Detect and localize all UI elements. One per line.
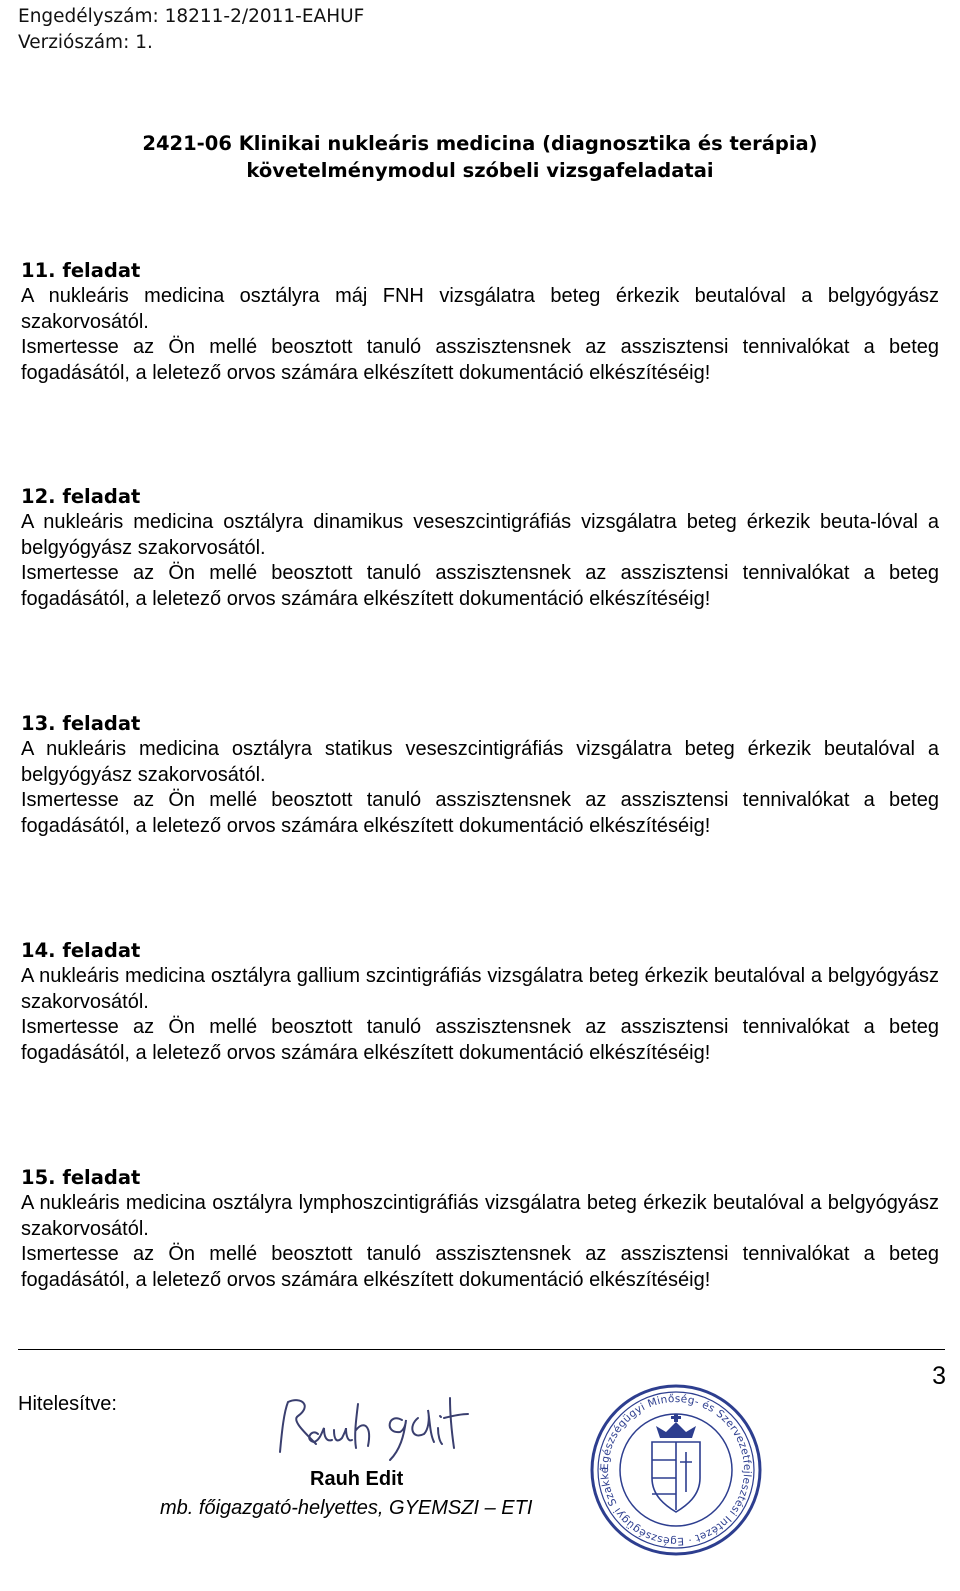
task-heading: 11. feladat bbox=[21, 259, 141, 282]
task-instruction: Ismertesse az Ön mellé beosztott tanuló asszisztensnek az asszisztensi tennivalókat a beteg fogadásától, a leletező orvos számára elkészített dokumentáció elkészítéséig! bbox=[21, 1016, 939, 1065]
task-heading: 12. feladat bbox=[21, 485, 141, 508]
task-instruction: Ismertesse az Ön mellé beosztott tanuló asszisztensnek az asszisztensi tennivalókat a beteg fogadásától, a leletező orvos számára elkészített dokumentáció elkészítéséig! bbox=[21, 336, 939, 385]
task-heading: 13. feladat bbox=[21, 712, 141, 735]
task-heading: 15. feladat bbox=[21, 1166, 141, 1189]
title-line-1: 2421-06 Klinikai nukleáris medicina (diagnosztika és terápia) bbox=[142, 132, 818, 155]
task-13 bbox=[21, 711, 939, 840]
signature-drawing bbox=[268, 1390, 478, 1470]
stamp-seal-icon bbox=[586, 1380, 766, 1560]
document-title bbox=[0, 130, 960, 184]
task-instruction: Ismertesse az Ön mellé beosztott tanuló asszisztensnek az asszisztensi tennivalókat a beteg fogadásától, a leletező orvos számára elkészített dokumentáció elkészítéséig! bbox=[21, 1243, 939, 1292]
task-instruction: Ismertesse az Ön mellé beosztott tanuló asszisztensnek az asszisztensi tennivalókat a beteg fogadásától, a leletező orvos számára elkészített dokumentáció elkészítéséig! bbox=[21, 562, 939, 611]
task-11 bbox=[21, 258, 939, 387]
task-14 bbox=[21, 938, 939, 1067]
task-heading: 14. feladat bbox=[21, 939, 141, 962]
task-description: A nukleáris medicina osztályra statikus veseszcintigráfiás vizsgálatra beteg érkezik beutalóval a belgyógyász szakorvosától. bbox=[21, 737, 939, 786]
document-header bbox=[18, 4, 364, 56]
page-number: 3 bbox=[932, 1362, 946, 1390]
signer-role: mb. főigazgató-helyettes, GYEMSZI – ETI bbox=[160, 1497, 533, 1519]
task-description: A nukleáris medicina osztályra gallium szcintigráfiás vizsgálatra beteg érkezik beutalóval a belgyógyász szakorvosától. bbox=[21, 964, 939, 1013]
task-description: A nukleáris medicina osztályra lymphoszcintigráfiás vizsgálatra beteg érkezik beutalóval a belgyógyász szakorvosától. bbox=[21, 1191, 939, 1240]
version-number: Verziószám: 1. bbox=[18, 32, 153, 53]
task-15 bbox=[21, 1165, 939, 1294]
official-stamp bbox=[586, 1380, 766, 1565]
task-description: A nukleáris medicina osztályra máj FNH vizsgálatra beteg érkezik beutalóval a belgyógyász szakorvosától. bbox=[21, 284, 939, 333]
title-line-2: követelménymodul szóbeli vizsgafeladatai bbox=[246, 159, 714, 182]
task-instruction: Ismertesse az Ön mellé beosztott tanuló asszisztensnek az asszisztensi tennivalókat a beteg fogadásától, a leletező orvos számára elkészített dokumentáció elkészítéséig! bbox=[21, 789, 939, 838]
task-description: A nukleáris medicina osztályra dinamikus veseszcintigráfiás vizsgálatra beteg érkezik beuta-lóval a belgyógyász szakorvosától. bbox=[21, 510, 939, 559]
signer-name: Rauh Edit bbox=[310, 1468, 404, 1490]
task-12 bbox=[21, 484, 939, 613]
license-number: Engedélyszám: 18211-2/2011-EAHUF bbox=[18, 6, 365, 27]
handwritten-signature bbox=[268, 1390, 478, 1475]
svg-text:Egészségügyi Minőség- és Szerv: Egészségügyi Minőség- és Szervezetfejlesztési Intézet · Egészségügyi Szakké bbox=[598, 1392, 754, 1548]
certified-label: Hitelesítve: bbox=[18, 1393, 117, 1415]
footer-divider bbox=[18, 1349, 945, 1350]
